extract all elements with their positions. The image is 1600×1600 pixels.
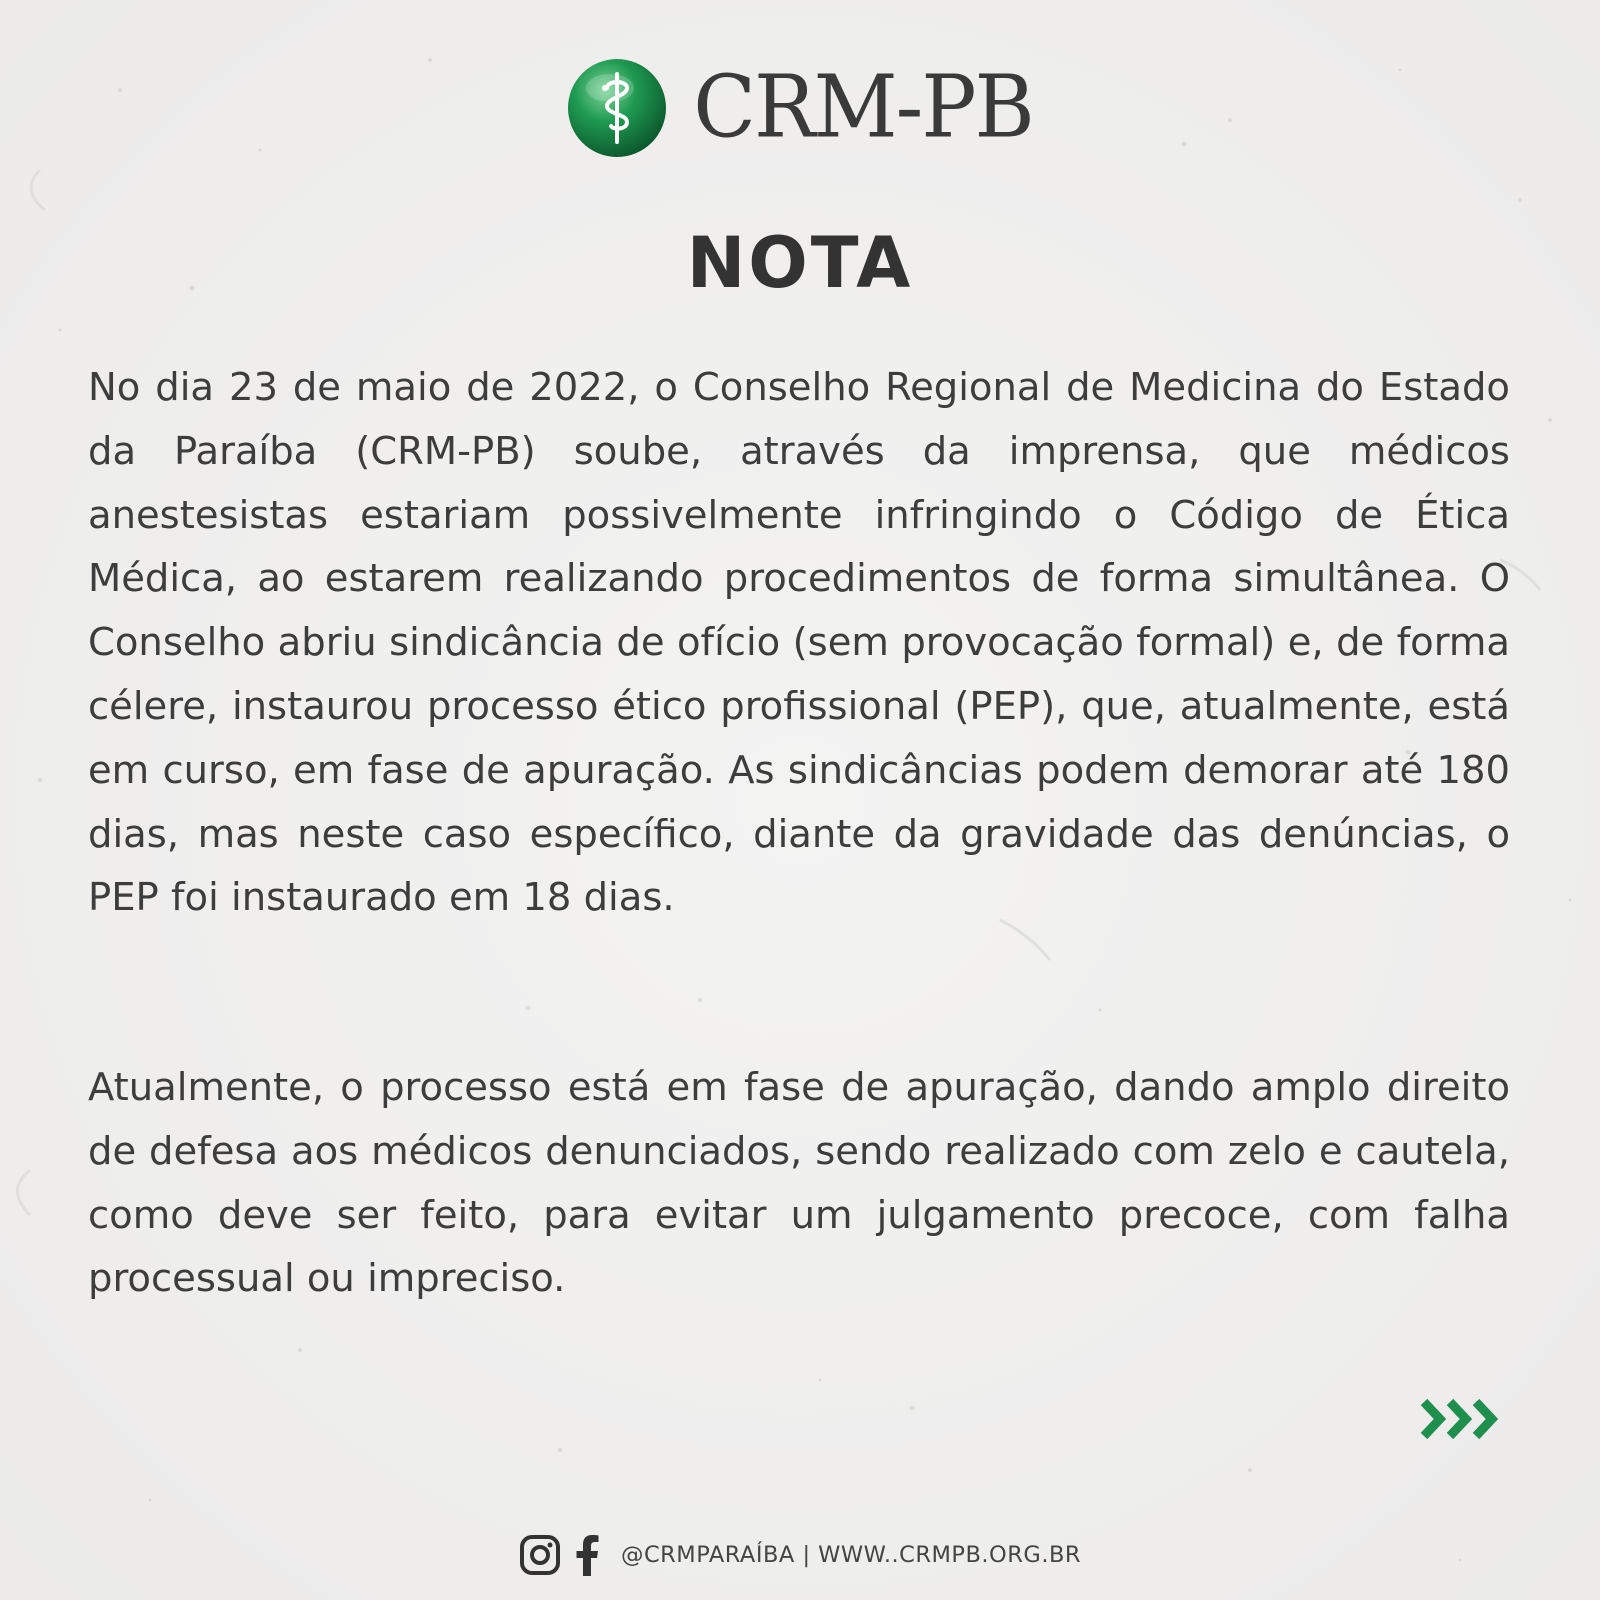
paragraph-2: Atualmente, o processo está em fase de apuração, dando amplo direito de defesa aos médicos denunciados, sendo realizado com zelo e cautela, como deve ser feito, para evitar um julgamento precoce, com falha processual ou impreciso. (88, 1065, 1510, 1302)
facebook-icon[interactable] (575, 1534, 599, 1576)
page-title: NOTA (686, 222, 914, 304)
footer-contact: @CRMPARAÍBA | WWW..CRMPB.ORG.BR (620, 1542, 1082, 1568)
footer (0, 1534, 1600, 1576)
brand-name: CRM-PB (693, 57, 1033, 158)
caduceus-emblem-icon (567, 58, 667, 158)
paragraph-1: No dia 23 de maio de 2022, o Conselho Regional de Medicina do Estado da Paraíba (CRM-PB) soube, através da imprensa, que médicos anestesistas estariam possivelmente infringindo o Código de Ética Médica, ao estarem realizando procedimentos de forma simultânea. O Conselho abriu sindicância de ofício (sem provocação formal) e, de forma célere, instaurou processo ético profissional (PEP), que, atualmente, está em curso, em fase de apuração. As sindicâncias podem demorar até 180 dias, mas neste caso específico, diante da gravidade das denúncias, o PEP foi instaurado em 18 dias. (88, 365, 1510, 921)
instagram-icon[interactable] (519, 1534, 561, 1576)
brand-header (0, 58, 1600, 158)
triple-chevron-right-icon[interactable] (1420, 1397, 1504, 1441)
